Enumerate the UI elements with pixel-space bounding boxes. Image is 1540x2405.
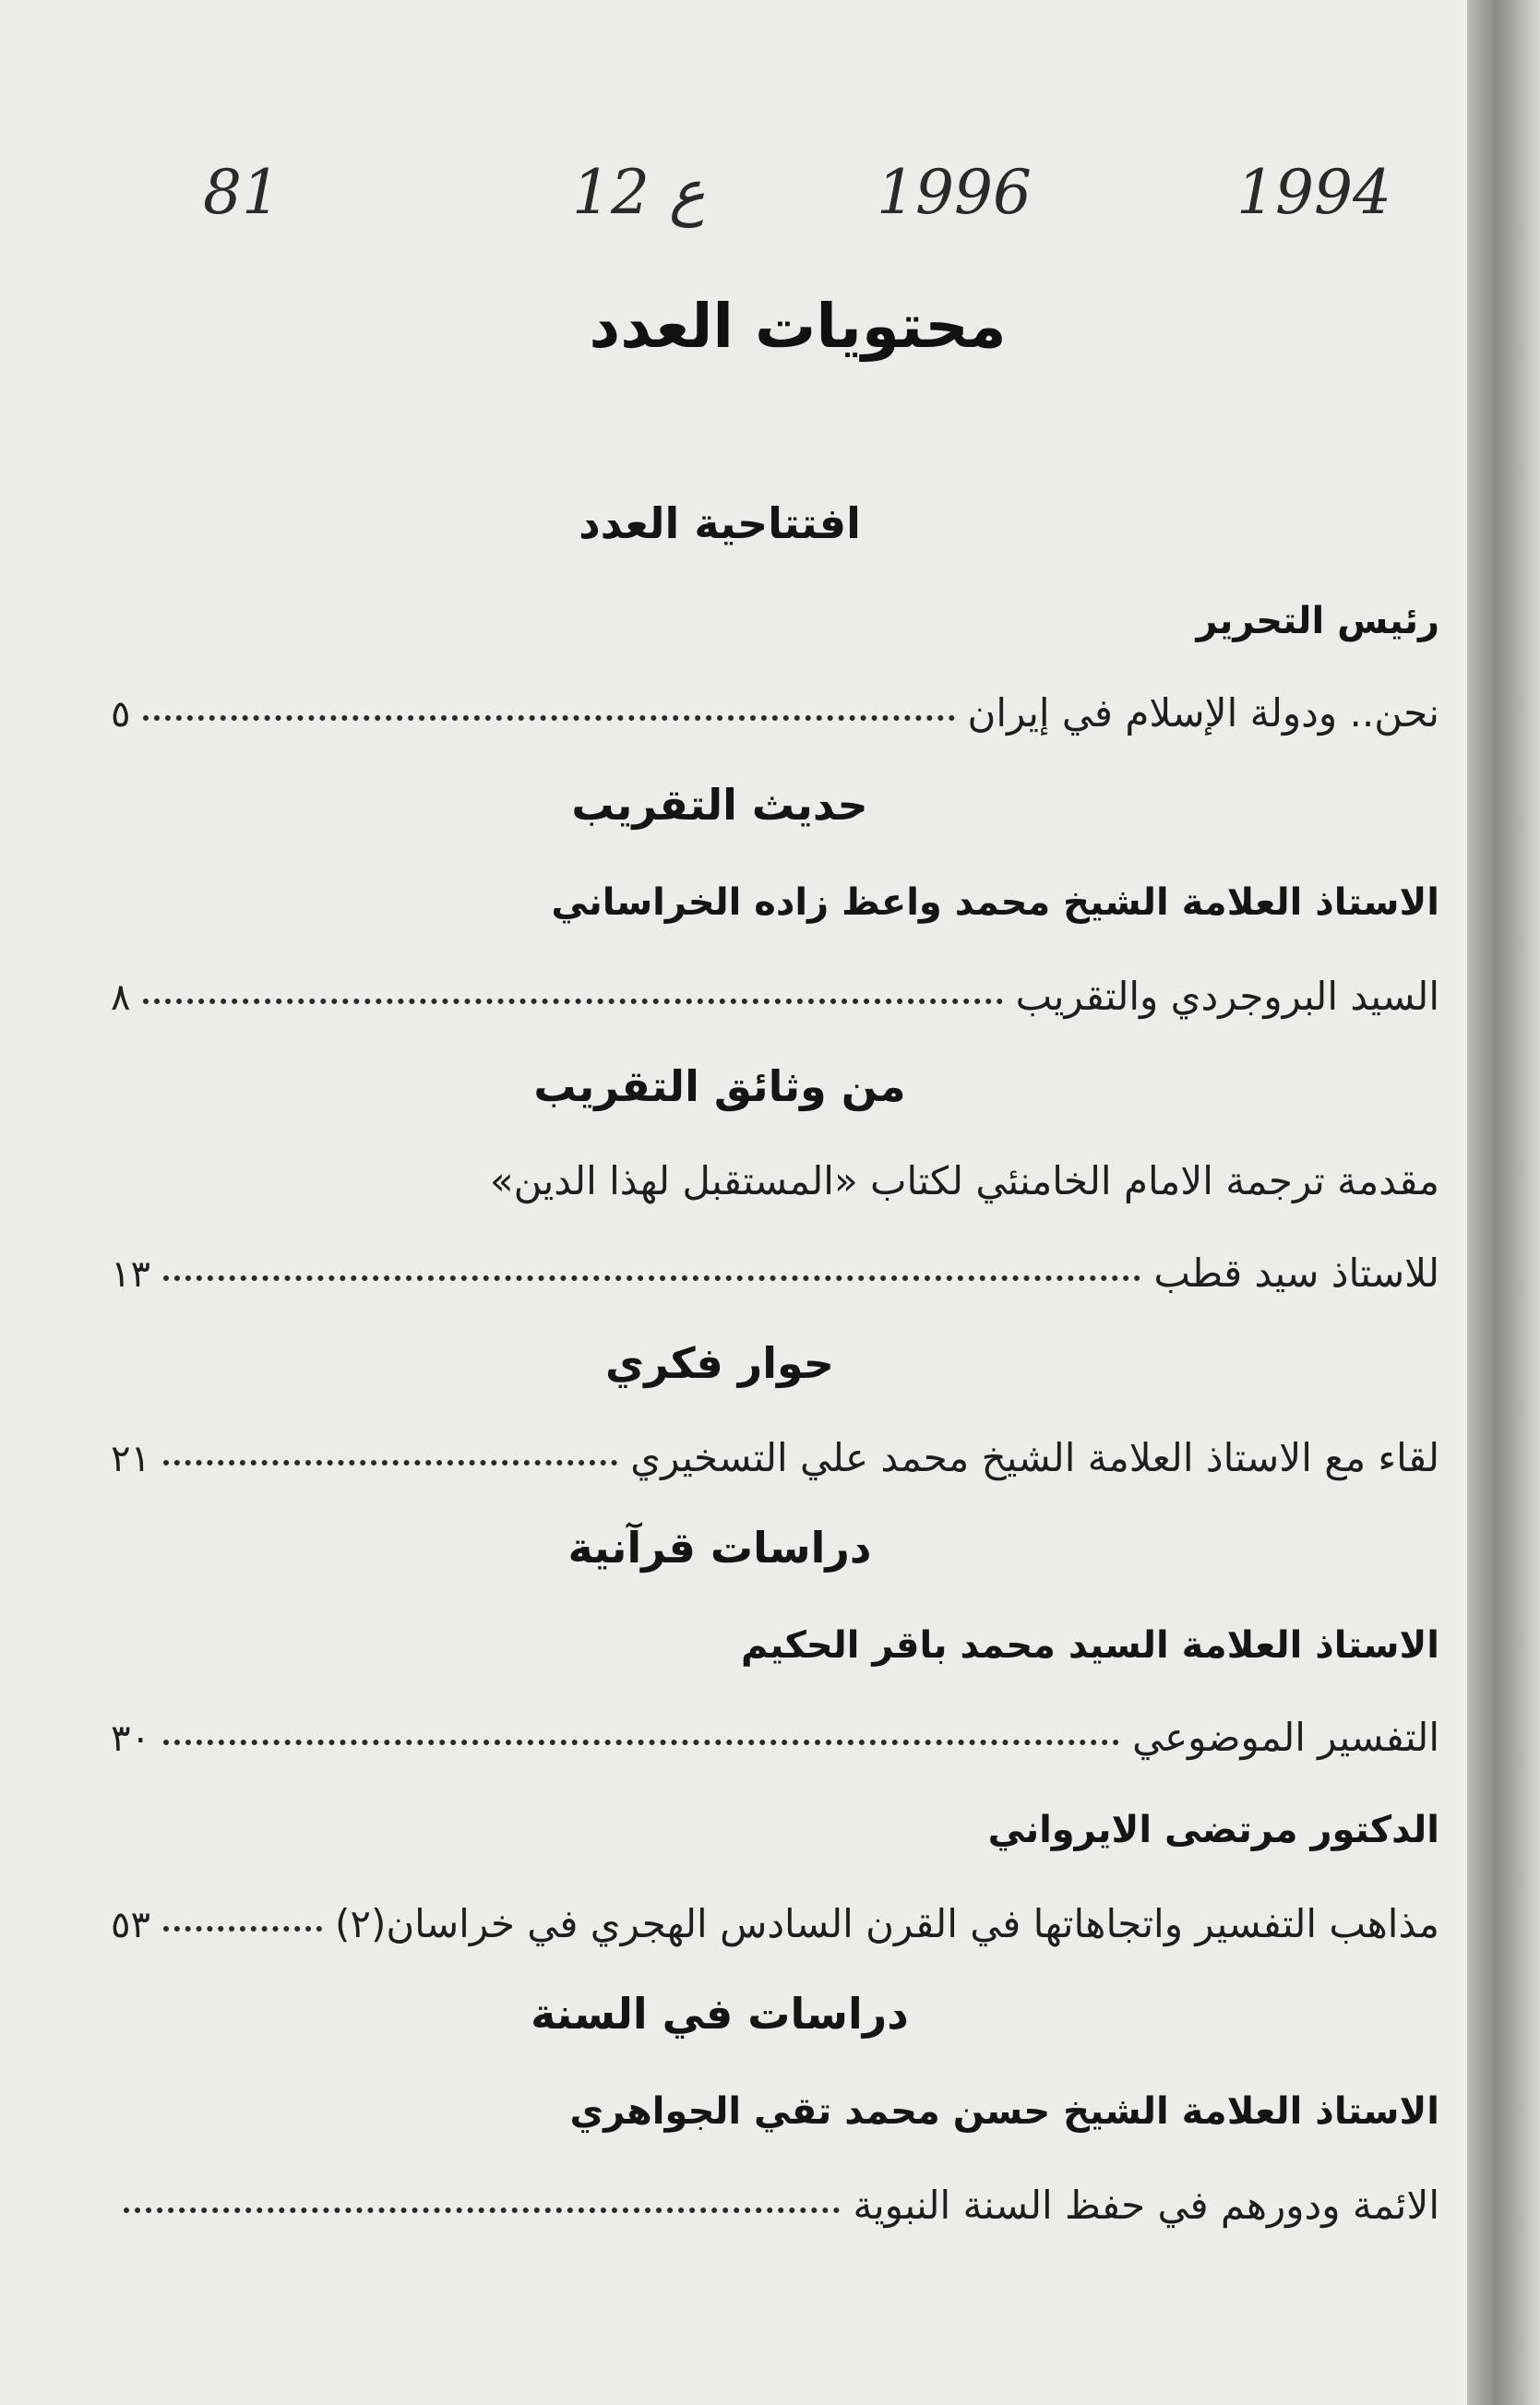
- dot-leader: [143, 712, 954, 721]
- dot-leader: [163, 1456, 617, 1466]
- section-heading: من وثائق التقريب: [533, 1061, 906, 1111]
- toc-entry[interactable]: [111, 1901, 1439, 1946]
- dot-leader: [124, 2204, 840, 2213]
- entry-title: لقاء مع الاستاذ العلامة الشيخ محمد علي التسخيري: [630, 1435, 1439, 1480]
- entry-title: الائمة ودورهم في حفظ السنة النبوية: [853, 2183, 1439, 2228]
- entry-page: ١٣: [111, 1253, 150, 1296]
- handwritten-issue: ع 12: [572, 157, 706, 228]
- dot-leader: [163, 1736, 1119, 1745]
- section-heading: افتتاحية العدد: [579, 498, 861, 548]
- page-edge: [1467, 0, 1540, 2405]
- section-heading: حوار فكري: [605, 1338, 834, 1388]
- bleed-through-text: [175, 9, 187, 52]
- section-heading: دراسات في السنة: [531, 1989, 909, 2039]
- entry-page: ٨: [111, 976, 131, 1019]
- handwritten-year-2: 1996: [877, 157, 1032, 228]
- author-line: الاستاذ العلامة الشيخ حسن محمد تقي الجواهري: [569, 2090, 1439, 2133]
- author-line: الدكتور مرتضى الايرواني: [987, 1809, 1439, 1851]
- toc-entry[interactable]: [111, 1435, 1439, 1480]
- dot-leader: [163, 1272, 1140, 1281]
- entry-page: ٥: [111, 693, 131, 736]
- page-title: محتويات العدد: [589, 291, 1007, 362]
- toc-entry-line[interactable]: مقدمة ترجمة الامام الخامنئي لكتاب «المستقبل لهذا الدين»: [489, 1158, 1439, 1203]
- dot-leader: [163, 1922, 322, 1932]
- entry-page: ٥٣: [111, 1904, 150, 1946]
- entry-title: التفسير الموضوعي: [1132, 1715, 1439, 1760]
- toc-entry[interactable]: [111, 1250, 1439, 1296]
- entry-page: ٢١: [111, 1438, 150, 1480]
- handwritten-number: 81: [203, 157, 281, 228]
- dot-leader: [143, 995, 1002, 1004]
- handwritten-year-1: 1994: [1236, 157, 1391, 228]
- toc-entry[interactable]: [111, 974, 1439, 1019]
- entry-page: ٣٠: [111, 1717, 150, 1760]
- toc-entry[interactable]: [111, 2183, 1439, 2228]
- entry-title: للاستاذ سيد قطب: [1153, 1250, 1439, 1296]
- toc-entry[interactable]: [111, 1715, 1439, 1760]
- author-line: الاستاذ العلامة السيد محمد باقر الحكيم: [740, 1624, 1439, 1667]
- entry-title: السيد البروجردي والتقريب: [1015, 974, 1439, 1019]
- author-line: رئيس التحرير: [1196, 600, 1439, 642]
- entry-title: نحن.. ودولة الإسلام في إيران: [967, 690, 1439, 736]
- author-line: الاستاذ العلامة الشيخ محمد واعظ زاده الخراساني: [551, 881, 1439, 924]
- section-heading: حديث التقريب: [571, 780, 868, 830]
- entry-title: مذاهب التفسير واتجاهاتها في القرن السادس الهجري في خراسان(٢): [334, 1901, 1439, 1946]
- toc-entry[interactable]: [111, 690, 1439, 736]
- section-heading: دراسات قرآنية: [567, 1523, 872, 1573]
